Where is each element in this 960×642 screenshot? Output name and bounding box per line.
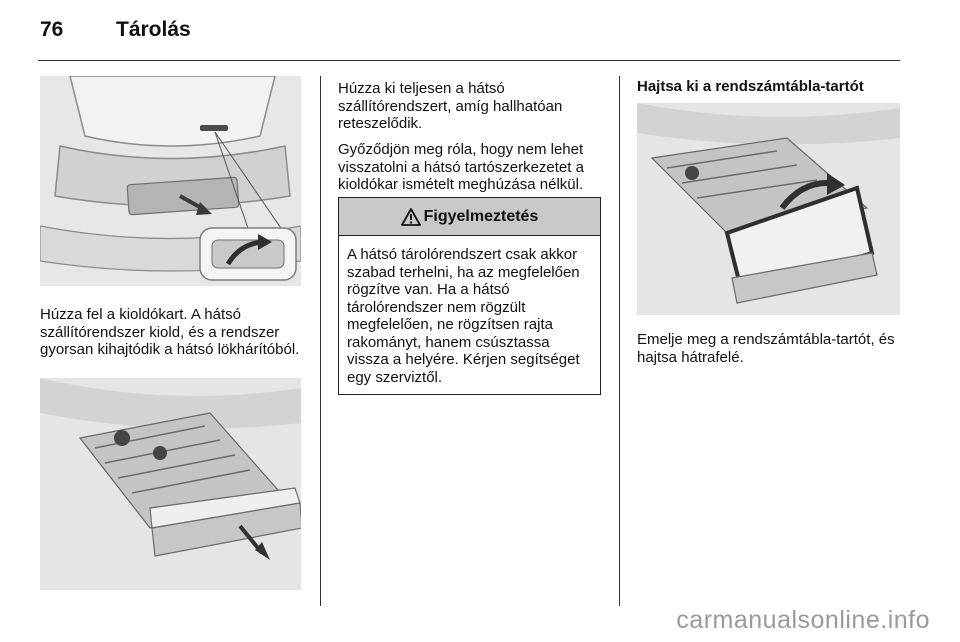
figure-plate-holder [637, 103, 900, 315]
paragraph-pull-out: Húzza ki teljesen a hátsó szállítórendszert, amíg hallhatóan reteszelődik. [338, 80, 563, 132]
section-heading: Hajtsa ki a rendszámtábla-tartót [637, 78, 864, 95]
illustration-carrier-extending [40, 378, 301, 590]
page-title: Tárolás [116, 18, 191, 41]
column-divider-left [320, 76, 321, 606]
watermark: carmanualsonline.info [676, 606, 930, 634]
warning-title: Figyelmeztetés [423, 207, 539, 225]
warning-body: A hátsó tárolórendszert csak akkor szabad terhelni, ha az megfelelően rögzítve van. Ha a hátsó tárolórendszer nem rögzült megfelelően, ne rögzítsen rajta rakományt, hanem csúsztassa vissza a helyére. Kérjen segítséget egy szerviztől. [347, 246, 580, 386]
header-rule [38, 60, 900, 61]
caption-plate-holder: Emelje meg a rendszámtábla-tartót, és hajtsa hátrafelé. [637, 331, 895, 366]
illustration-rear-bumper [40, 76, 301, 286]
caption-release-lever: Húzza fel a kioldókart. A hátsó szállítórendszer kiold, és a rendszer gyorsan kihajtódik a hátsó lökhárítóból. [40, 306, 300, 358]
warning-box [338, 197, 601, 395]
figure-release-lever [40, 76, 301, 286]
warning-triangle-icon [401, 208, 421, 226]
column-divider-right [619, 76, 620, 606]
illustration-plate-holder [637, 103, 900, 315]
warning-header [339, 198, 600, 236]
page-number: 76 [40, 18, 64, 41]
paragraph-check-lock: Győződjön meg róla, hogy nem lehet visszatolni a hátsó tartószerkezetet a kioldókar ismételt meghúzása nélkül. [338, 141, 584, 193]
figure-carrier-extending [40, 378, 301, 590]
